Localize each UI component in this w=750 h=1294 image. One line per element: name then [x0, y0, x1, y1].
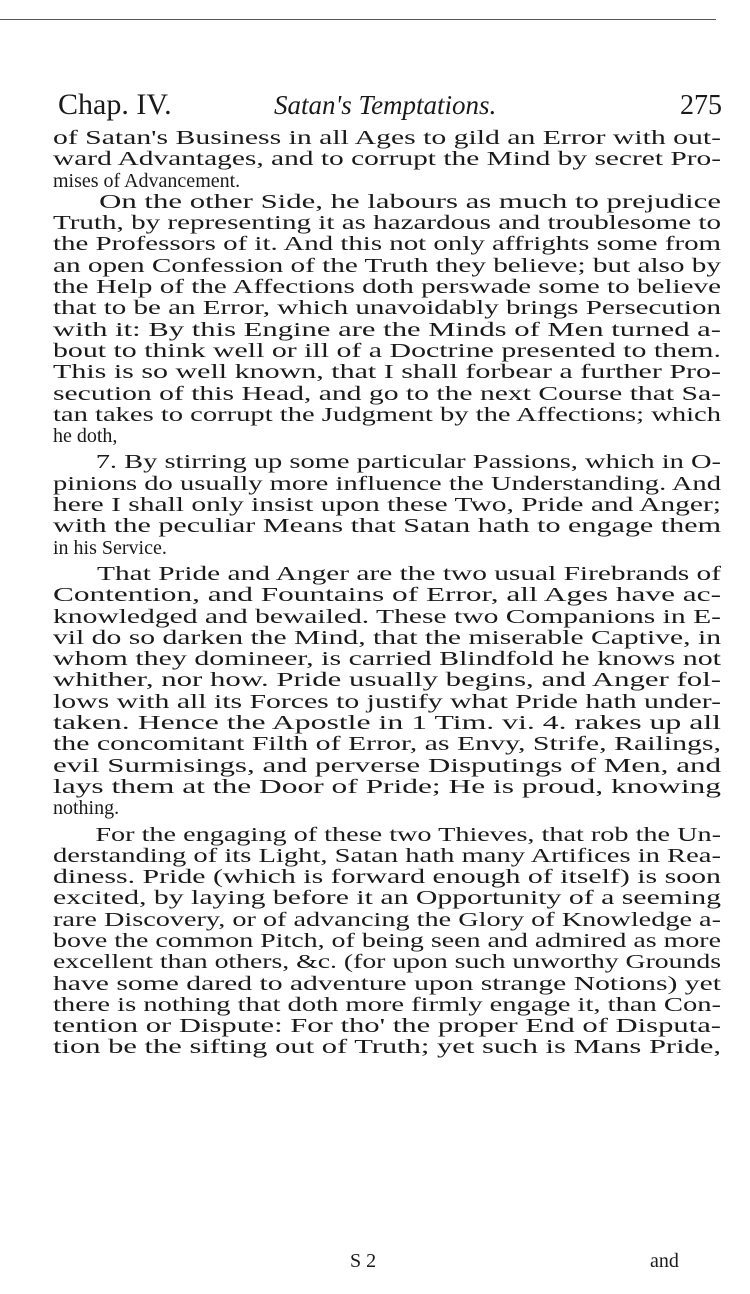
text-line [53, 256, 721, 277]
page-number: 275 [680, 90, 722, 121]
text-line-content: rare Discovery, or of advancing the Glory of Knowledge a- [53, 909, 721, 931]
text-line-content: have some dared to adventure upon strange Notions) yet [53, 973, 721, 995]
catchword: and [650, 1250, 679, 1272]
text-line-content: ward Advantages, and to corrupt the Mind by secret Pro- [53, 149, 721, 171]
text-line [53, 149, 721, 170]
text-line-content: the Help of the Affections doth perswade some to believe [53, 277, 721, 299]
page-footer [0, 1250, 750, 1276]
text-line-content: excited, by laying before it an Opportunity of a seeming [53, 888, 721, 910]
text-line [53, 234, 721, 255]
text-line-content: excellent than others, &c. (for upon such unworthy Grounds [53, 952, 721, 974]
text-line-content: tention or Dispute: For tho' the proper End of Disputa- [53, 1016, 721, 1038]
text-line [53, 384, 721, 405]
text-line [53, 452, 721, 473]
text-line-content: For the engaging of these two Thieves, that rob the Un- [95, 824, 721, 846]
text-line-content: the concomitant Filth of Error, as Envy, Strife, Railings, [53, 734, 721, 756]
text-line-content: he doth, [53, 426, 118, 448]
text-line-content: here I shall only insist upon these Two, Pride and Anger; [53, 495, 721, 517]
text-line [53, 777, 721, 798]
running-header [58, 86, 722, 132]
text-line-content: evil Surmisings, and perverse Disputings of Men, and [53, 755, 721, 777]
text-line [53, 213, 721, 234]
text-line [53, 734, 721, 755]
text-line [53, 628, 721, 649]
text-line [53, 298, 721, 319]
text-line [53, 607, 721, 628]
chapter-label: Chap. IV. [58, 88, 172, 121]
body-text [53, 128, 721, 1059]
text-line [53, 516, 721, 537]
text-line-content: mises of Advancement. [53, 170, 241, 192]
text-line [53, 713, 721, 734]
text-line-content: That Pride and Anger are the two usual Firebrands of [97, 563, 721, 585]
text-line-content: an open Confession of the Truth they believe; but also by [53, 255, 721, 277]
text-line-content: secution of this Head, and go to the next Course that Sa- [53, 383, 721, 405]
text-line-content: diness. Pride (which is forward enough of itself) is soon [53, 867, 721, 889]
text-line [53, 1016, 721, 1037]
text-line [53, 846, 721, 867]
text-line-content: Contention, and Fountains of Error, all Ages have ac- [53, 585, 721, 607]
top-rule [0, 19, 716, 20]
text-line-content: vil do so darken the Mind, that the miserable Captive, in [53, 627, 721, 649]
text-line [53, 798, 721, 819]
text-line-content: there is nothing that doth more firmly engage it, than Con- [53, 994, 721, 1016]
text-line-content: whom they domineer, is carried Blindfold he knows not [53, 649, 721, 671]
text-line [53, 952, 721, 973]
text-line [53, 192, 721, 213]
text-line [53, 670, 721, 691]
text-line-content: with the peculiar Means that Satan hath to engage them [53, 516, 721, 538]
text-line-content: This is so well known, that I shall forbear a further Pro- [53, 362, 721, 384]
signature-mark: S 2 [350, 1250, 377, 1272]
text-line-content: with it: By this Engine are the Minds of Men turned a- [53, 319, 721, 341]
text-line-content: pinions do usually more influence the Understanding. And [53, 473, 721, 495]
text-line [53, 585, 721, 606]
text-line-content: the Professors of it. And this not only affrights some from [53, 234, 721, 256]
text-line [53, 888, 721, 909]
text-line [53, 910, 721, 931]
text-line [53, 474, 721, 495]
text-line-content: On the other Side, he labours as much to prejudice [99, 191, 721, 213]
text-line-content: that to be an Error, which unavoidably brings Persecution [53, 298, 721, 320]
text-line [53, 825, 721, 846]
text-line [53, 995, 721, 1016]
text-line [53, 426, 721, 447]
text-line [53, 538, 721, 559]
text-line-content: whither, nor how. Pride usually begins, and Anger fol- [53, 670, 721, 692]
text-line [53, 277, 721, 298]
text-line [53, 1037, 721, 1058]
text-line [53, 692, 721, 713]
text-line [53, 564, 721, 585]
text-line-content: knowledged and bewailed. These two Companions in E- [53, 606, 721, 628]
text-line-content: 7. By stirring up some particular Passions, which in O- [95, 452, 721, 474]
text-line [53, 649, 721, 670]
text-line-content: derstanding of its Light, Satan hath many Artifices in Rea- [53, 845, 721, 867]
text-line [53, 171, 721, 192]
text-line [53, 974, 721, 995]
text-line-content: tan takes to corrupt the Judgment by the Affections; which [53, 404, 721, 426]
text-line-content: nothing. [53, 798, 120, 820]
text-line-content: lows with all its Forces to justify what Pride hath under- [53, 691, 721, 713]
text-line-content: of Satan's Business in all Ages to gild an Error with out- [53, 128, 721, 149]
text-line-content: bove the common Pitch, of being seen and admired as more [53, 930, 721, 952]
running-title: Satan's Temptations. [274, 90, 497, 120]
text-line [53, 362, 721, 383]
text-line [53, 320, 721, 341]
text-line-content: Truth, by representing it as hazardous and troublesome to [53, 213, 721, 235]
text-line [53, 756, 721, 777]
text-line [53, 128, 721, 149]
text-line-content: lays them at the Door of Pride; He is proud, knowing [53, 776, 721, 798]
text-line [53, 867, 721, 888]
text-line [53, 495, 721, 516]
text-line [53, 341, 721, 362]
text-line-content: tion be the sifting out of Truth; yet such is Mans Pride, [53, 1037, 721, 1059]
text-line-content: in his Service. [53, 537, 167, 559]
text-line [53, 405, 721, 426]
text-line-content: bout to think well or ill of a Doctrine presented to them. [53, 340, 721, 362]
text-line [53, 931, 721, 952]
text-line-content: taken. Hence the Apostle in 1 Tim. vi. 4. rakes up all [53, 713, 721, 735]
